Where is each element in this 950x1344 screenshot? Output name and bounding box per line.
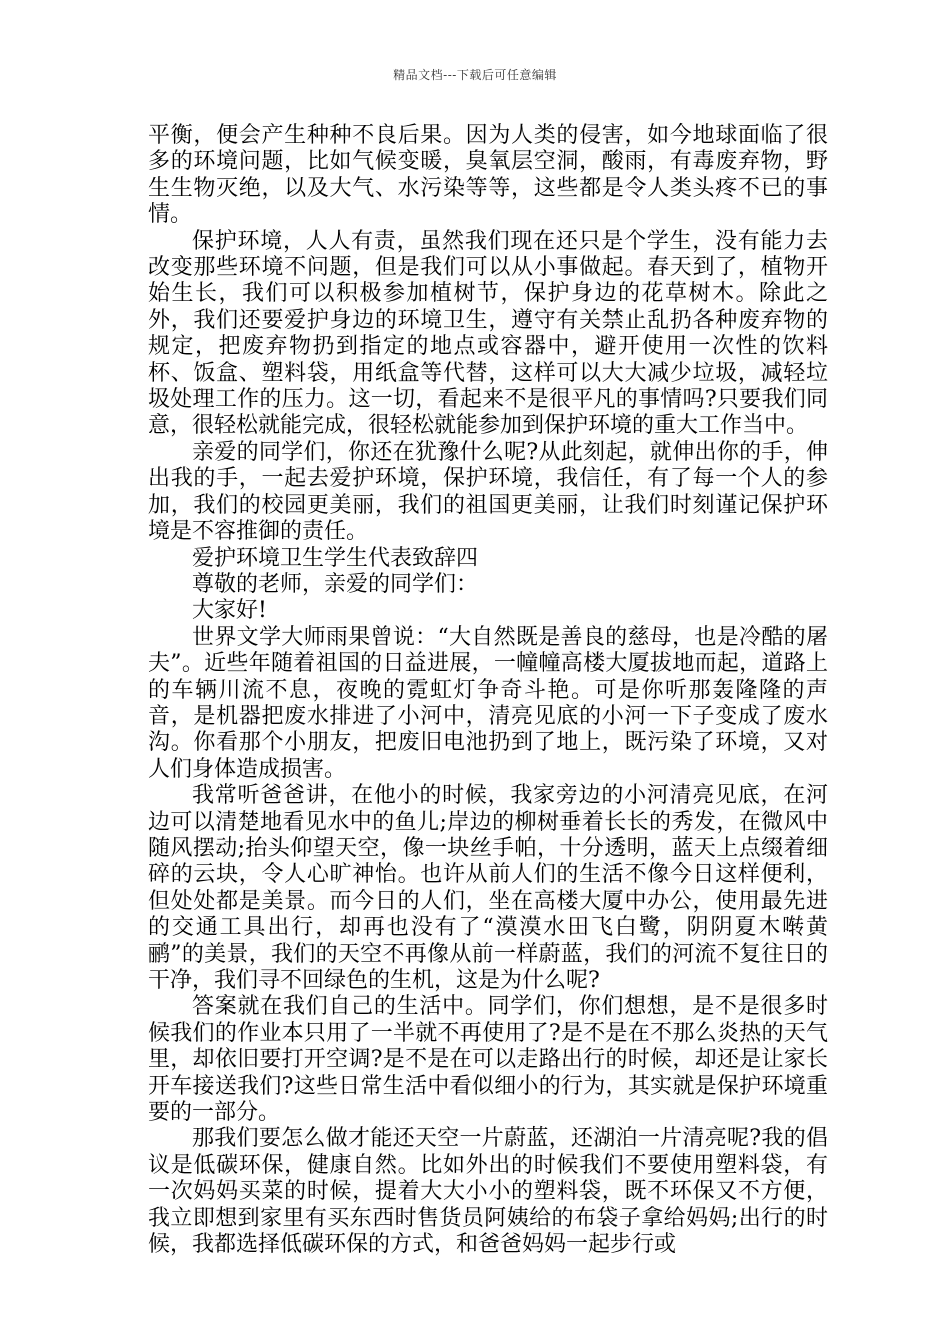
page-header: 精品文档---下载后可任意编辑 bbox=[393, 68, 557, 82]
greeting: 大家好! bbox=[192, 598, 267, 624]
paragraph: 我常听爸爸讲，在他小的时候，我家旁边的小河清亮见底，在河边可以清楚地看见水中的鱼儿;岸边的柳树垂着长长的秀发，在微风中随风摆动;抬头仰望天空，像一块丝手帕，十分透明，蓝天上点缀着细碎的云块，令人心旷神怡。也许从前人们的生活不像今日这样便利，但处处都是美景。而今日的人们，坐在高楼大厦中办公，使用最先进的交通工具出行，却再也没有了“漠漠水田飞白鹭，阴阴夏木啭黄鹂”的美景，我们的天空不再像从前一样蔚蓝，我们的河流不复往日的干净，我们寻不回绿色的生机，这是为什么呢? bbox=[148, 783, 828, 993]
paragraph: 保护环境，人人有责，虽然我们现在还只是个学生，没有能力去改变那些环境不问题，但是我们可以从小事做起。春天到了，植物开始生长，我们可以积极参加植树节，保护身边的花草树木。除此之外，我们还要爱护身边的环境卫生，遵守有关禁止乱扔各种废弃物的规定，把废弃物扔到指定的地点或容器中，避开使用一次性的饮料杯、饭盒、塑料袋，用纸盒等代替，这样可以大大减少垃圾，减轻垃圾处理工作的压力。这一切，看起来不是很平凡的事情吗?只要我们同意，很轻松就能完成，很轻松就能参加到保护环境的重大工作当中。 bbox=[148, 228, 828, 439]
paragraph: 那我们要怎么做才能还天空一片蔚蓝，还湖泊一片清亮呢?我的倡议是低碳环保，健康自然。比如外出的时候我们不要使用塑料袋，有一次妈妈买菜的时候，提着大大小小的塑料袋，既不环保又不方便，我立即想到家里有买东西时售货员阿姨给的布袋子拿给妈妈;出行的时候，我都选择低碳环保的方式，和爸爸妈妈一起步行或 bbox=[148, 1126, 828, 1258]
salutation: 尊敬的老师，亲爱的同学们： bbox=[192, 571, 479, 597]
paragraph: 答案就在我们自己的生活中。同学们，你们想想，是不是很多时候我们的作业本只用了一半就不再使用了?是不是在不那么炎热的天气里，却依旧要打开空调?是不是在可以走路出行的时候，却还是让家长开车接送我们?这些日常生活中看似细小的行为，其实就是保护环境重要的一部分。 bbox=[148, 994, 828, 1126]
document-body bbox=[148, 123, 828, 1258]
section-title: 爱护环境卫生学生代表致辞四 bbox=[192, 545, 479, 571]
paragraph: 平衡，便会产生种种不良后果。因为人类的侵害，如今地球面临了很多的环境问题，比如气候变暖，臭氧层空洞，酸雨，有毒废弃物，野生生物灭绝，以及大气、水污染等等，这些都是令人类头疼不已的事情。 bbox=[148, 123, 828, 228]
paragraph: 世界文学大师雨果曾说：“大自然既是善良的慈母，也是冷酷的屠夫”。近些年随着祖国的日益进展，一幢幢高楼大厦拔地而起，道路上的车辆川流不息，夜晚的霓虹灯争奇斗艳。可是你听那轰隆隆的声音，是机器把废水排进了小河中，清亮见底的小河一下子变成了废水沟。你看那个小朋友，把废旧电池扔到了地上，既污染了环境，又对人们身体造成损害。 bbox=[148, 624, 828, 782]
paragraph: 亲爱的同学们，你还在犹豫什么呢?从此刻起，就伸出你的手，伸出我的手，一起去爱护环境，保护环境，我信任，有了每一个人的参加，我们的校园更美丽，我们的祖国更美丽，让我们时刻谨记保护环境是不容推御的责任。 bbox=[148, 439, 828, 545]
